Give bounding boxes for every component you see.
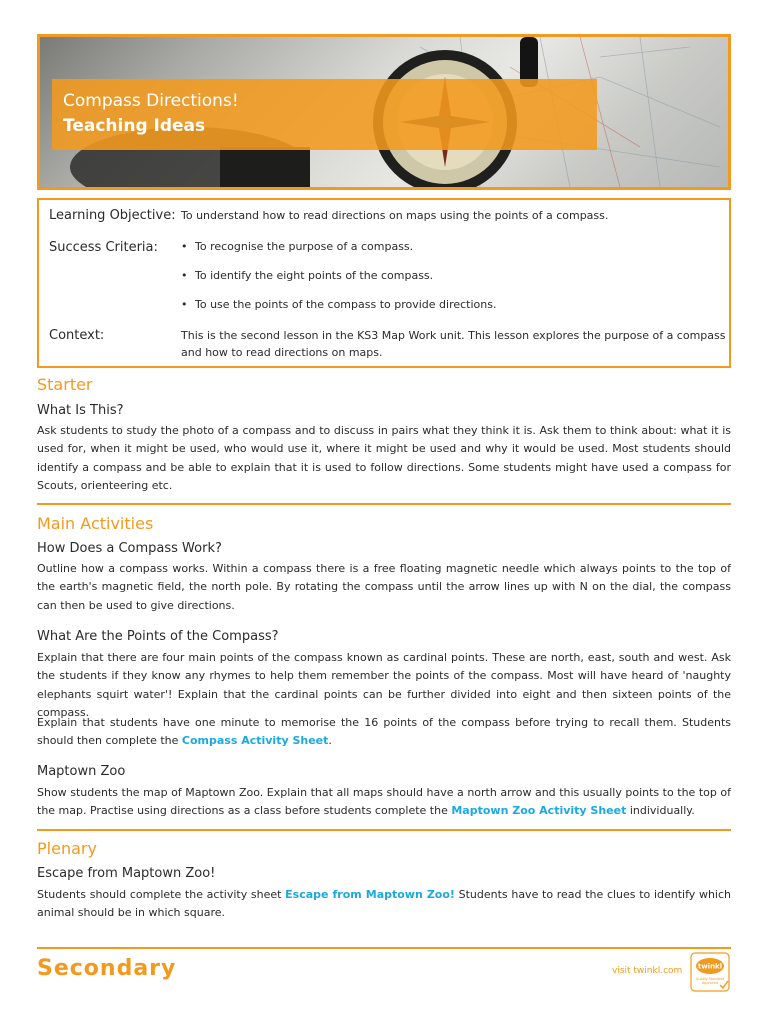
plenary-subheading: Escape from Maptown Zoo! — [37, 866, 216, 881]
svg-text:Quality Standard: Quality Standard — [695, 977, 725, 981]
maptown-zoo-activity-sheet-link[interactable]: Maptown Zoo Activity Sheet — [451, 804, 627, 818]
starter-text: Ask students to study the photo of a compass and to discuss in pairs what they think it is. Ask them to think about: what it is used for, when it might be used, who would use it, where it might be used and why it would be used. Most students should identify a compass and be able to explain that it is used to follow directions. Some students might have used a compass for Scouts, orienteering etc. — [37, 424, 731, 492]
context-line-1: This is the second lesson in the KS3 Map Work unit. This lesson explores the purpose of a compass — [181, 329, 726, 342]
success-criteria-item: • To use the points of the compass to provide directions. — [181, 298, 497, 311]
starter-subheading: What Is This? — [37, 403, 124, 418]
context-label: Context: — [49, 328, 105, 343]
twinkl-quality-badge — [690, 952, 730, 992]
points-subheading: What Are the Points of the Compass? — [37, 629, 279, 644]
context-line-2: and how to read directions on maps. — [181, 346, 383, 359]
starter-heading: Starter — [37, 375, 93, 394]
title-box — [52, 79, 597, 150]
page-title: Compass Directions! — [63, 91, 239, 111]
page-subtitle: Teaching Ideas — [63, 116, 206, 136]
compass-activity-sheet-link[interactable]: Compass Activity Sheet — [181, 734, 329, 748]
success-criteria-item: • To identify the eight points of the compass. — [181, 269, 434, 282]
section-divider — [37, 503, 731, 505]
maptown-zoo-subheading: Maptown Zoo — [37, 764, 126, 779]
svg-text:twinkl: twinkl — [697, 962, 723, 971]
memorise-text: Explain that students have one minute to memorise the 16 points of the compass before trying to recall them. Students should then complete the Compass Activity Sheet. — [37, 716, 731, 748]
maptown-zoo-text: Show students the map of Maptown Zoo. Explain that all maps should have a north arrow and this usually points to the top of the map. Practise using directions as a class before students complete the Maptown Zoo Activity Sheet individually. — [37, 786, 731, 818]
svg-text:Approved: Approved — [701, 981, 719, 985]
compass-work-text: Outline how a compass works. Within a compass there is a free floating magnetic needle which always points to the top of the earth's magnetic field, the north pole. By rotating the compass until the arrow lines up with N on the dial, the compass can then be used to give directions. — [37, 562, 731, 612]
compass-work-subheading: How Does a Compass Work? — [37, 541, 222, 556]
objectives-box — [37, 198, 731, 368]
plenary-text: Students should complete the activity sheet Escape from Maptown Zoo! Students have to read the clues to identify which animal should be in which square. — [37, 888, 732, 920]
header-banner — [37, 34, 731, 190]
learning-objective-text: To understand how to read directions on maps using the points of a compass. — [181, 209, 609, 222]
section-divider — [37, 829, 731, 831]
plenary-heading: Plenary — [37, 839, 97, 858]
main-activities-heading: Main Activities — [37, 514, 154, 533]
escape-maptown-zoo-link[interactable]: Escape from Maptown Zoo! — [285, 888, 455, 901]
learning-objective-label: Learning Objective: — [49, 208, 176, 223]
visit-link[interactable]: visit twinkl.com — [612, 966, 683, 976]
brand-logo: Secondary — [37, 956, 177, 981]
footer-divider — [37, 947, 731, 949]
success-criteria-item: • To recognise the purpose of a compass. — [181, 240, 414, 253]
points-text: Explain that there are four main points of the compass known as cardinal points. These are north, east, south and west. Ask the students if they know any rhymes to help them remember the points of the compass. Most will have heard of 'naughty elephants squirt water'! Explain that the cardinal points can be further divided into eight and then sixteen points of the compass. — [37, 651, 731, 719]
success-criteria-label: Success Criteria: — [49, 240, 158, 255]
